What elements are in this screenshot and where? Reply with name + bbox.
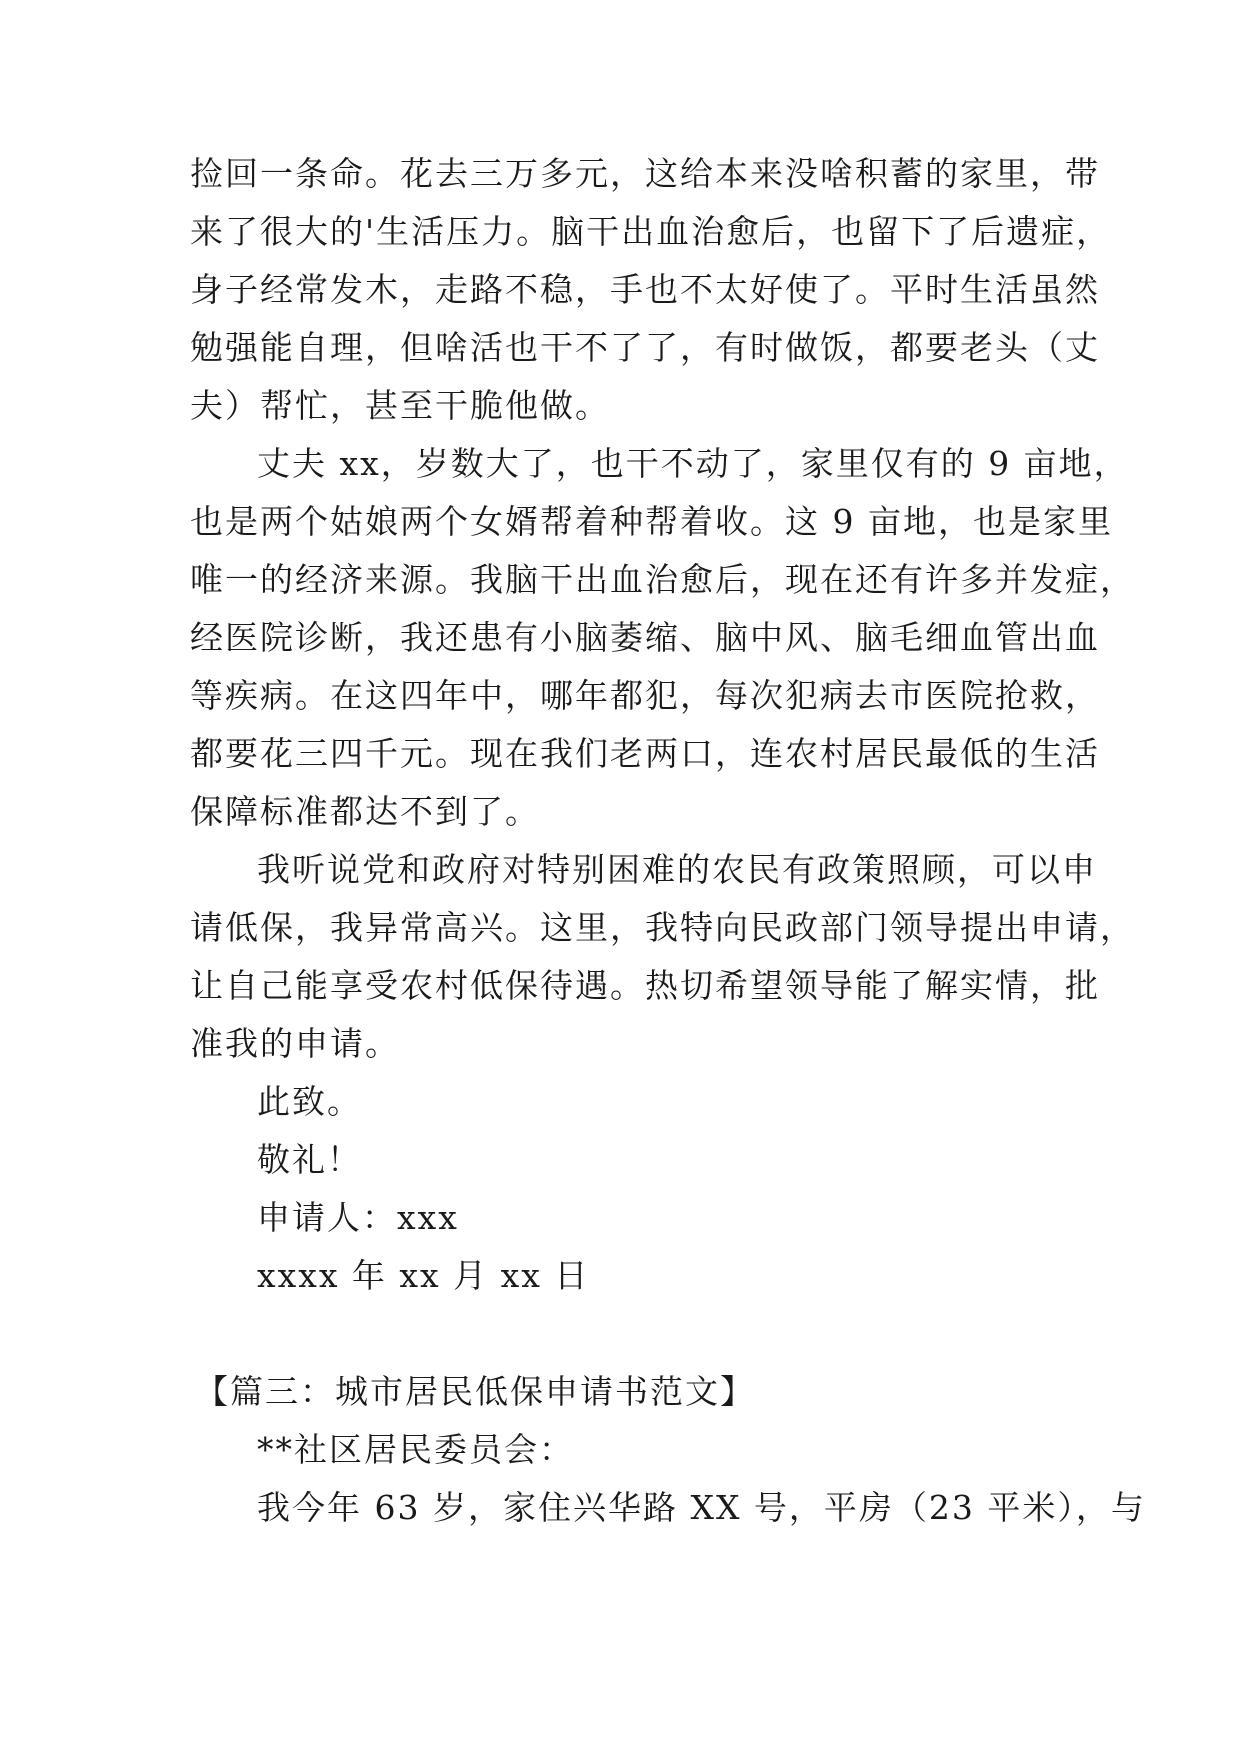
salutation-line: 敬礼！ [257,1140,362,1179]
section-heading: 【篇三：城市居民低保申请书范文】 [195,1372,755,1411]
paragraph-line: 也是两个姑娘两个女婿帮着种帮着收。这 9 亩地，也是家里 [190,502,1113,541]
paragraph-line: 唯一的经济来源。我脑干出血治愈后，现在还有许多并发症， [190,560,1135,599]
applicant-line: 申请人：xxx [257,1198,459,1237]
paragraph-line: 勉强能自理，但啥活也干不了了，有时做饭，都要老头（丈 [190,328,1100,367]
paragraph-line: 我今年 63 岁，家住兴华路 XX 号，平房（23 平米），与 [257,1488,1146,1527]
paragraph-line: 请低保，我异常高兴。这里，我特向民政部门领导提出申请， [190,908,1135,947]
paragraph-line: 准我的申请。 [190,1024,400,1063]
paragraph-line: 身子经常发木，走路不稳，手也不太好使了。平时生活虽然 [190,270,1100,309]
paragraph-line: 丈夫 xx，岁数大了，也干不动了，家里仅有的 9 亩地， [257,444,1129,483]
paragraph-line: 捡回一条命。花去三万多元，这给本来没啥积蓄的家里，带 [190,154,1100,193]
paragraph-line: 让自己能享受农村低保待遇。热切希望领导能了解实情，批 [190,966,1100,1005]
date-line: xxxx 年 xx 月 xx 日 [257,1256,590,1295]
paragraph-line: 等疾病。在这四年中，哪年都犯，每次犯病去市医院抢救， [190,676,1100,715]
paragraph-line: 保障标准都达不到了。 [190,792,540,831]
closing-line: 此致。 [257,1082,362,1121]
paragraph-line: 来了很大的'生活压力。脑干出血治愈后，也留下了后遗症， [190,212,1112,251]
paragraph-line: 都要花三四千元。现在我们老两口，连农村居民最低的生活 [190,734,1100,773]
recipient-line: **社区居民委员会： [257,1430,574,1469]
paragraph-line: 夫）帮忙，甚至干脆他做。 [190,386,610,425]
paragraph-line: 经医院诊断，我还患有小脑萎缩、脑中风、脑毛细血管出血 [190,618,1100,657]
paragraph-line: 我听说党和政府对特别困难的农民有政策照顾，可以申 [257,850,1097,889]
